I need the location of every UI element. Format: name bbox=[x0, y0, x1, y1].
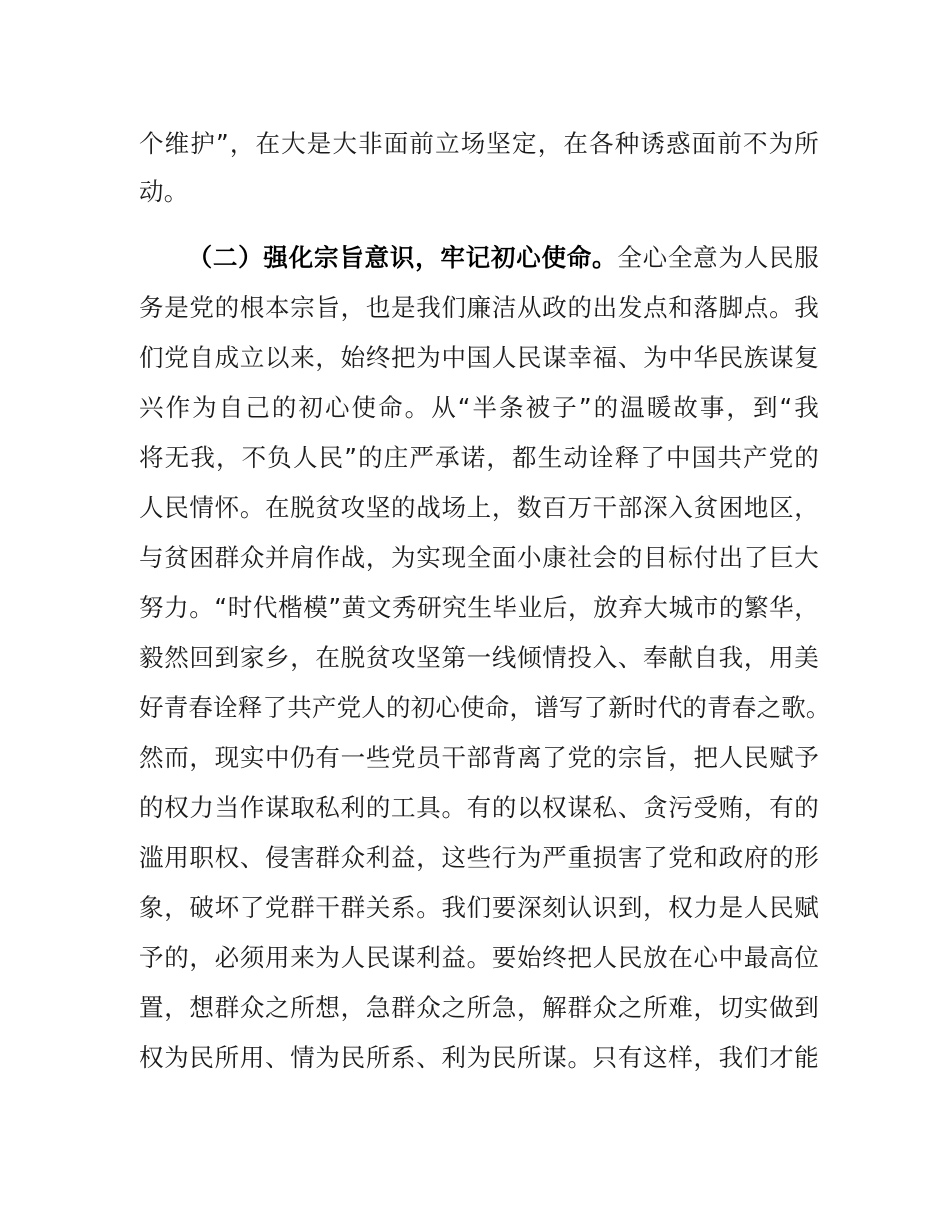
body-line-2: 们党自成立以来，始终把为中国人民谋幸福、为中华民族谋复 bbox=[139, 343, 819, 372]
body-line-6: 与贫困群众并肩作战，为实现全面小康社会的目标付出了巨大 bbox=[139, 543, 819, 572]
body-line-11: 的权力当作谋取私利的工具。有的以权谋私、贪污受贿，有的 bbox=[139, 793, 819, 822]
body-line-1: 务是党的根本宗旨，也是我们廉洁从政的出发点和落脚点。我 bbox=[139, 293, 819, 322]
body-line-3: 兴作为自己的初心使命。从“半条被子”的温暖故事，到“我 bbox=[139, 393, 819, 422]
body-line-9: 好青春诠释了共产党人的初心使命，谱写了新时代的青春之歌。 bbox=[139, 693, 831, 722]
body-line-5: 人民情怀。在脱贫攻坚的战场上，数百万干部深入贫困地区， bbox=[139, 493, 819, 522]
body-line-7: 努力。“时代楷模”黄文秀研究生毕业后，放弃大城市的繁华， bbox=[139, 593, 819, 622]
body-line-14: 予的，必须用来为人民谋利益。要始终把人民放在心中最高位 bbox=[139, 943, 819, 972]
body-line-16: 权为民所用、情为民所系、利为民所谋。只有这样，我们才能 bbox=[139, 1043, 819, 1072]
body-line-8: 毅然回到家乡，在脱贫攻坚第一线倾情投入、奉献自我，用美 bbox=[139, 643, 819, 672]
section-first-line bbox=[139, 238, 819, 278]
body-line-10: 然而，现实中仍有一些党员干部背离了党的宗旨，把人民赋予 bbox=[139, 743, 819, 772]
body-line-12: 滥用职权、侵害群众利益，这些行为严重损害了党和政府的形 bbox=[139, 843, 819, 872]
section-first-line-text: 全心全意为人民服 bbox=[617, 243, 819, 272]
body-line-15: 置，想群众之所想，急群众之所急，解群众之所难，切实做到 bbox=[139, 993, 819, 1022]
section-heading: （二）强化宗旨意识，牢记初心使命。 bbox=[187, 243, 618, 272]
body-line-13: 象，破坏了党群干群关系。我们要深刻认识到，权力是人民赋 bbox=[139, 893, 819, 922]
body-line-4: 将无我，不负人民”的庄严承诺，都生动诠释了中国共产党的 bbox=[139, 443, 819, 472]
continuation-line-2: 动。 bbox=[139, 177, 189, 206]
continuation-line-1: 个维护”，在大是大非面前立场坚定，在各种诱惑面前不为所 bbox=[139, 129, 819, 158]
